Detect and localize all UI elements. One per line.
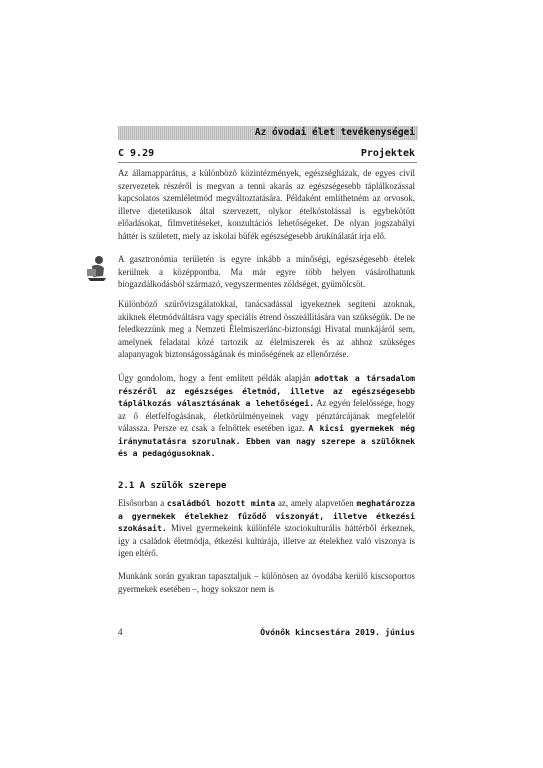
section-title: Projektek (360, 148, 415, 159)
subheading: 2.1 A szülők szerepe (118, 481, 227, 491)
paragraph-2: A gasztronómia területén is egyre inkább a minőségi, egészségesebb ételek kerülnek a középpontba. Ma már egyre több helyen vásárolhatunk biogazdálkodásból származó, vegyszermentes zöldséget, gyümölcsöt. (118, 254, 415, 289)
header-rule (118, 162, 417, 163)
page-number: 4 (118, 627, 123, 637)
paragraph-5-text-e: Mivel gyermekeink különféle szociokulturális háttérből érkeznek, így a családok életmódja, étkezési kultúrája, illetve az ételekhez való viszonya is igen eltérő. (118, 523, 415, 558)
paragraph-5-text-a: Elsősorban a (118, 498, 167, 508)
child-reading-icon (82, 254, 110, 282)
paragraph-6: Munkánk során gyakran tapasztaljuk – különösen az óvodába kerülő kiscsoportos gyermekek esetében –, hogy sokszor nem is (118, 571, 415, 594)
paragraph-5-bold-d: meghatározza a gyermekek ételekhez fűződő viszonyát, illetve étkezési szokásait. (118, 498, 415, 533)
chapter-code: C 9.29 (118, 148, 155, 159)
paragraph-5 (118, 497, 415, 560)
paragraph-4-text-a: Úgy gondolom, hogy a fent említett példák alapján (118, 373, 315, 383)
running-header-title: Az óvodai élet tevékenységei (254, 127, 415, 138)
paragraph-1: Az államapparátus, a különböző közintézmények, egészségházak, de egyes civil szervezetek részéről is megvan a tenni akarás az egészségesebb táplálkozással kapcsolatos szemléletmód megváltoztatására. Példaként említhetném az orvosok, illetve dietetikusok által szervezett, olykor ételkóstolással is egybekötött előadásokat, filmvetítéseket, konzultációs lehetőségeket. De olyan jogszabályi háttér is született, mely az iskolai büfék egészségesebb árukínálatát írja elő. (118, 168, 415, 241)
paragraph-4-bold-d: A kicsi gyermekek még iránymutatásra szorulnak. Ebben van nagy szerepe a szülőknek és a pedagógusoknak. (118, 423, 415, 458)
paragraph-3: Különböző szűrővizsgálatokkal, tanácsadással igyekeznek segíteni azoknak, akiknek életmódváltásra vagy speciális étrend összeállítására van szükségük. De ne feledkezzünk meg a Nemzeti Élelmiszerlánc-biztonsági Hivatal munkájáról sem, amelynek feladatai közé tartozik az élelmiszerek és az ahhoz szükséges alapanyagok biztonságosságának és minőségének az ellenőrzése. (118, 299, 415, 359)
paragraph-4-bold-b: adottak a társadalom részéről az egészséges életmód, illetve az egészségesebb táplálkozás választásának a lehetőségei. (118, 373, 415, 408)
paragraph-4-text-c: Az egyén felelőssége, hogy az ő életfelfogásának, életkörülményeinek vagy pénztárcájának megfelelőt válassza. Persze ez csak a felnőttek esetében igaz. (118, 398, 415, 433)
paragraph-4 (118, 372, 415, 460)
paragraph-5-bold-b: családból hozott minta (166, 498, 276, 508)
publication-title: Óvónők kincsestára 2019. június (260, 627, 415, 637)
paragraph-5-text-c: az, amely alapvetően (275, 498, 357, 508)
